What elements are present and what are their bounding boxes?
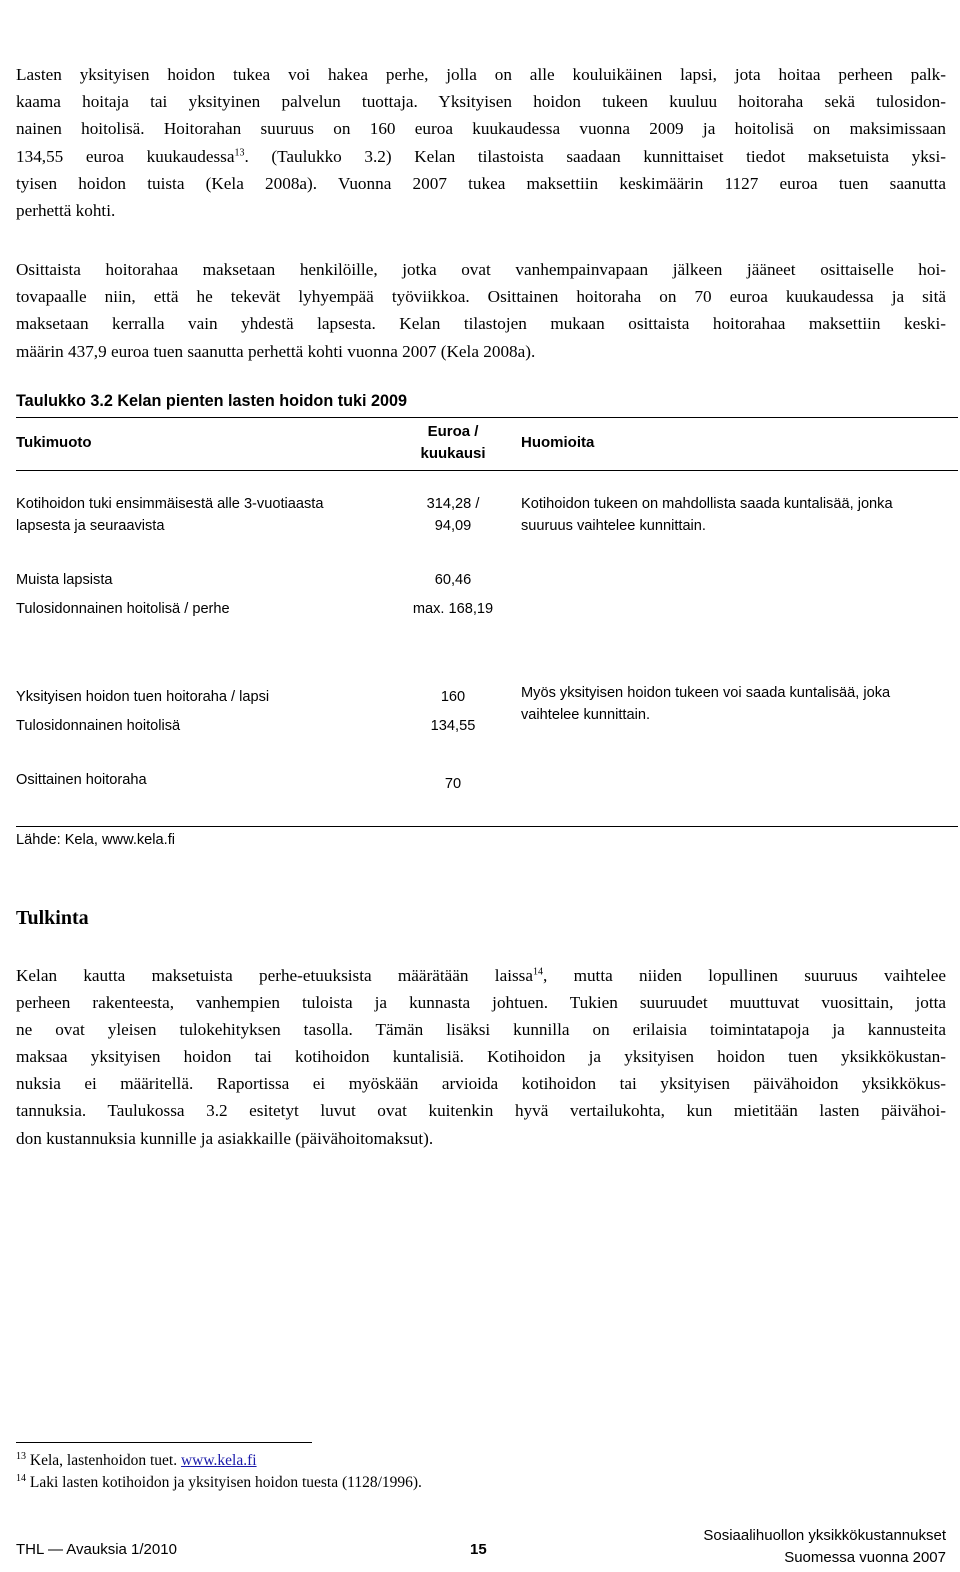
tulkinta-line: ne ovat yleisen tulokehityksen tasolla. Tämän lisäksi kunnilla on erilaisia toimintatapoja ja kannusteita — [16, 1020, 946, 1040]
footnote-ref-14[interactable]: 14 — [533, 966, 543, 978]
tulkinta-line: don kustannuksia kunnille ja asiakkaille (päivähoitomaksut). — [16, 1128, 434, 1148]
intro-line: Lasten yksityisen hoidon tukea voi hakea perhe, jolla on alle kouluikäinen lapsi, jota hoitaa perheen palk- — [16, 65, 946, 84]
table-bottom-rule — [16, 826, 958, 827]
partial-line: maksetaan kerralla vain yhdestä lapsesta. Kelan tilastojen mukaan osittaista hoitorahaa maksettiin keski- — [16, 314, 946, 334]
footer-publication: THL — Avauksia 1/2010 — [16, 1541, 177, 1558]
table-cell: Tulosidonnainen hoitolisä — [16, 718, 181, 734]
table-cell: suuruus vaihtelee kunnittain. — [521, 518, 706, 534]
header-euroa-line2: kuukausi — [420, 445, 486, 462]
intro-paragraph — [16, 61, 946, 224]
partial-line: Osittaista hoitorahaa maksetaan henkilöille, jotka ovat vanhempainvapaan jälkeen jääneet osittaiselle hoi- — [16, 260, 946, 279]
table-source: Lähde: Kela, www.kela.fi — [16, 832, 175, 848]
table-cell: 134,55 — [430, 718, 476, 734]
tulkinta-line: perheen rakenteesta, vanhempien tuloista ja kunnasta johtuen. Tukien suuruudet muuttuvat vuosittain, jotta — [16, 993, 946, 1013]
section-heading-tulkinta: Tulkinta — [16, 907, 89, 929]
partial-line: määrin 437,9 euroa tuen saanutta perhettä kohti vuonna 2007 (Kela 2008a). — [16, 341, 536, 361]
intro-line-text: . (Taulukko 3.2) Kelan tilastoista saadaan kunnittaiset tiedot maksetuista yksi- — [244, 146, 946, 166]
footnote-number: 14 — [16, 1472, 26, 1484]
intro-line: perhettä kohti. — [16, 201, 116, 221]
tulkinta-line — [16, 962, 946, 989]
footnote-13 — [16, 1452, 257, 1470]
intro-line — [16, 143, 946, 170]
tulkinta-line-text: , mutta niiden lopullinen suuruus vaihtelee — [543, 966, 946, 985]
tulkinta-line-text: Kelan kautta maksetuista perhe-etuuksista määrätään laissa — [16, 966, 533, 985]
footnote-text: Laki lasten kotihoidon ja yksityisen hoidon tuesta (1128/1996). — [26, 1474, 422, 1491]
table-cell: vaihtelee kunnittain. — [521, 707, 650, 723]
table-cell: Tulosidonnainen hoitolisä / perhe — [16, 601, 230, 617]
partial-care-paragraph — [16, 256, 946, 365]
table-cell: 60,46 — [434, 572, 472, 588]
table-cell: 94,09 — [434, 518, 472, 534]
footnote-separator — [16, 1442, 312, 1443]
table-cell: Kotihoidon tukeen on mahdollista saada kuntalisää, jonka — [521, 496, 893, 512]
header-tukimuoto: Tukimuoto — [16, 434, 92, 451]
header-euroa-line1: Euroa / — [427, 423, 479, 440]
intro-line: tyisen hoidon tuista (Kela 2008a). Vuonna 2007 tukea maksettiin keskimäärin 1127 euroa tuen saanutta — [16, 173, 946, 193]
tulkinta-paragraph — [16, 962, 946, 1152]
table-header-rule — [16, 470, 958, 471]
table-cell: 70 — [444, 776, 462, 792]
footnote-ref-13[interactable]: 13 — [234, 146, 245, 158]
tulkinta-line: nuksia ei määritellä. Raportissa ei myöskään arvioida kotihoidon tai yksityisen päivähoidon yksikkökus- — [16, 1074, 946, 1094]
footer-title-line1: Sosiaalihuollon yksikkökustannukset — [703, 1527, 946, 1544]
footnote-text: Kela, lastenhoidon tuet. — [26, 1452, 181, 1469]
table-cell: Osittainen hoitoraha — [16, 772, 147, 788]
table-cell: 314,28 / — [426, 496, 480, 512]
tulkinta-line: tannuksia. Taulukossa 3.2 esitetyt luvut ovat kuitenkin hyvä vertailukohta, kun mietitään lasten päivähoi- — [16, 1101, 946, 1121]
partial-line: tovapaalle niin, että he tekevät lyhyempää työviikkoa. Osittainen hoitoraha on 70 euroa kuukaudessa ja sitä — [16, 287, 946, 307]
footnote-number: 13 — [16, 1450, 26, 1462]
footer-page-number: 15 — [470, 1541, 487, 1558]
table-cell: lapsesta ja seuraavista — [16, 518, 165, 534]
table-cell: Yksityisen hoidon tuen hoitoraha / lapsi — [16, 689, 270, 705]
table-cell: Myös yksityisen hoidon tukeen voi saada kuntalisää, joka — [521, 685, 891, 701]
footer-title-line2: Suomessa vuonna 2007 — [784, 1549, 946, 1566]
intro-line: kaama hoitaja tai yksityinen palvelun tuottaja. Yksityisen hoidon tukeen kuuluu hoitoraha sekä tulosidon- — [16, 92, 946, 112]
footnote-14 — [16, 1474, 422, 1492]
table-cell: 160 — [440, 689, 466, 705]
header-huomioita: Huomioita — [521, 434, 595, 451]
table-top-rule — [16, 417, 958, 418]
table-cell: Kotihoidon tuki ensimmäisestä alle 3-vuotiaasta — [16, 496, 324, 512]
kela-link[interactable]: www.kela.fi — [180, 1452, 257, 1469]
table-cell: max. 168,19 — [412, 601, 494, 617]
intro-line-text: 134,55 euroa kuukaudessa — [16, 146, 235, 166]
intro-line: nainen hoitolisä. Hoitorahan suuruus on 160 euroa kuukaudessa vuonna 2009 ja hoitolisä on maksimissaan — [16, 119, 946, 139]
table-caption: Taulukko 3.2 Kelan pienten lasten hoidon tuki 2009 — [16, 392, 407, 410]
tulkinta-line: maksaa yksityisen hoidon tai kotihoidon kuntalisiä. Kotihoidon ja yksityisen hoidon tuen yksikkökustan- — [16, 1047, 946, 1067]
table-cell: Muista lapsista — [16, 572, 113, 588]
